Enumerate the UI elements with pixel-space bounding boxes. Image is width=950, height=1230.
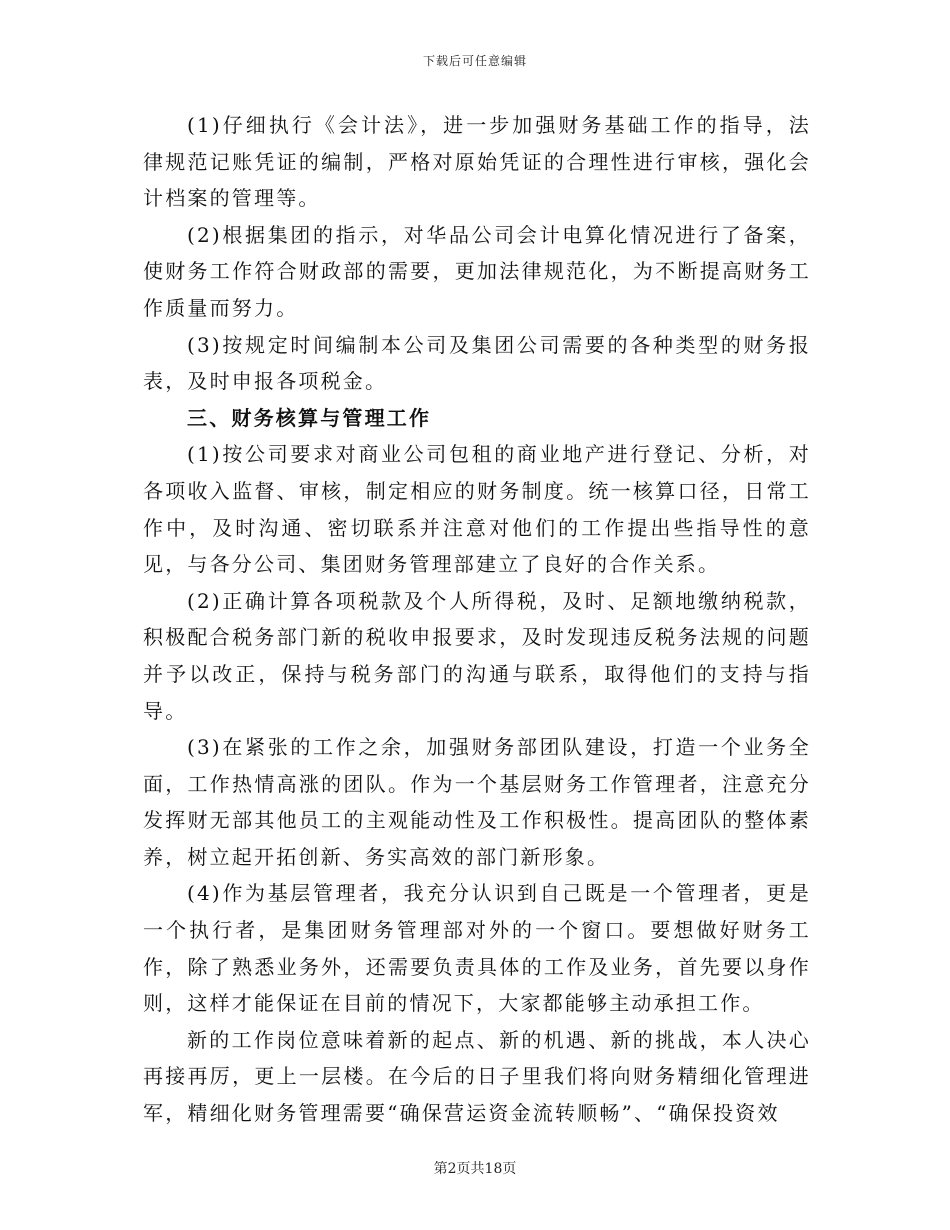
paragraph-5: (2)正确计算各项税款及个人所得税，及时、足额地缴纳税款，积极配合税务部门新的税收申报要求，及时发现违反税务法规的问题并予以改正，保持与税务部门的沟通与联系，取得他们的支持与指导。 (143, 588, 811, 723)
paragraph-1: (1)仔细执行《会计法》，进一步加强财务基础工作的指导，法律规范记账凭证的编制，严格对原始凭证的合理性进行审核，强化会计档案的管理等。 (143, 113, 811, 211)
paragraph-7: (4)作为基层管理者，我充分认识到自己既是一个管理者，更是一个执行者，是集团财务管理部对外的一个窗口。要想做好财务工作，除了熟悉业务外，还需要负责具体的工作及业务，首先要以身作则，这样才能保证在目前的情况下，大家都能够主动承担工作。 (143, 881, 811, 1016)
paragraph-6: (3)在紧张的工作之余，加强财务部团队建设，打造一个业务全面，工作热情高涨的团队。作为一个基层财务工作管理者，注意充分发挥财无部其他员工的主观能动性及工作积极性。提高团队的整体素养，树立起开拓创新、务实高效的部门新形象。 (143, 735, 811, 869)
paragraph-4: (1)按公司要求对商业公司包租的商业地产进行登记、分析，对各项收入监督、审核，制定相应的财务制度。统一核算口径，日常工作中，及时沟通、密切联系并注意对他们的工作提出些指导性的意见，与各分公司、集团财务管理部建立了良好的合作关系。 (143, 442, 811, 577)
paragraph-3: (3)按规定时间编制本公司及集团公司需要的各种类型的财务报表，及时申报各项税金。 (143, 332, 811, 394)
page-footer: 第2页共18页 (433, 1161, 517, 1177)
document-body (143, 107, 811, 1132)
page-header: 下载后可任意编辑 (422, 54, 527, 68)
paragraph-8: 新的工作岗位意味着新的起点、新的机遇、新的挑战，本人决心再接再厉，更上一层楼。在今后的日子里我们将向财务精细化管理进军，精细化财务管理需要“确保营运资金流转顺畅”、“确保投资效 (143, 1027, 811, 1126)
section-heading-3: 三、财务核算与管理工作 (187, 405, 432, 430)
paragraph-2: (2)根据集团的指示，对华品公司会计电算化情况进行了备案，使财务工作符合财政部的需要，更加法律规范化，为不断提高财务工作质量而努力。 (143, 222, 811, 320)
